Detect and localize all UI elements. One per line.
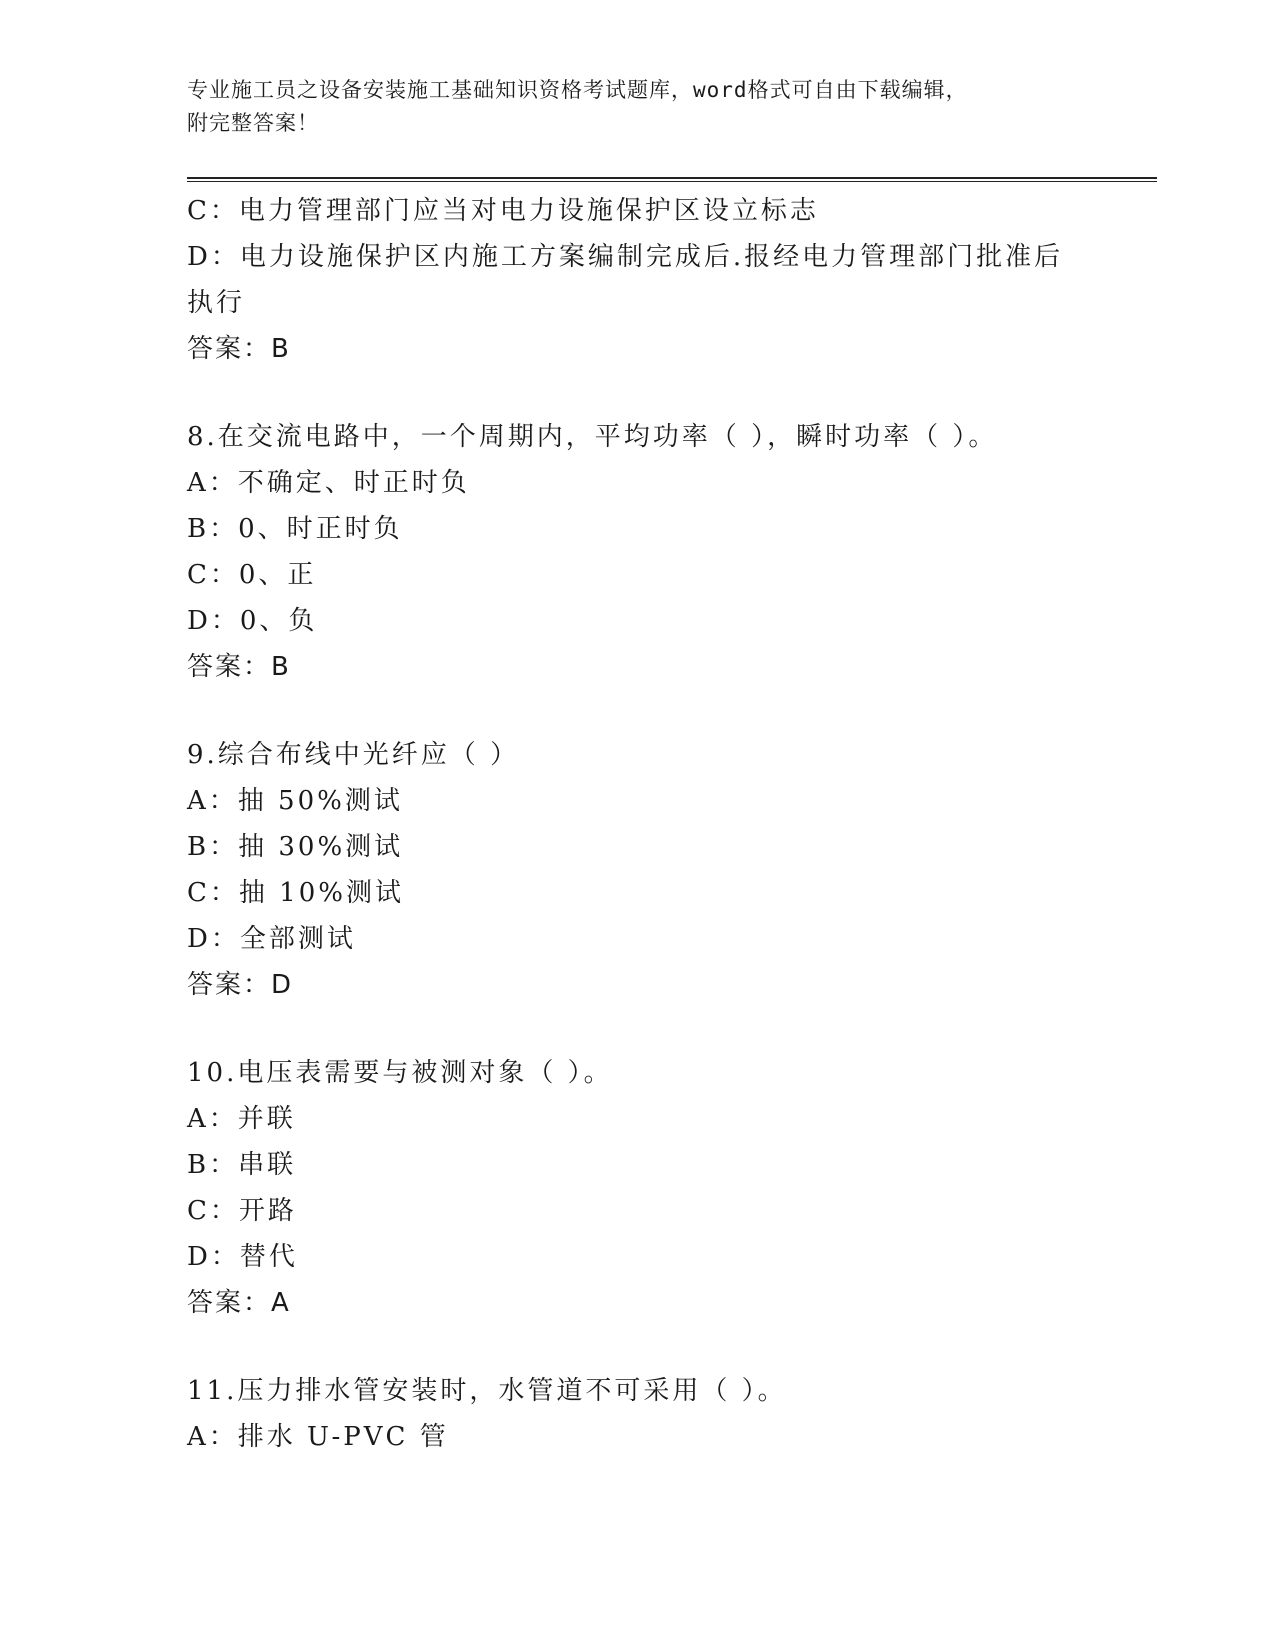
option-a: A：抽 50%测试 [187,786,403,816]
answer: 答案：B [187,334,291,364]
option-a: A：并联 [187,1104,296,1134]
answer: 答案：B [187,652,291,682]
option-d-continued: 执行 [187,288,246,318]
question-10 [187,1050,1087,1326]
answer: 答案：A [187,1288,291,1318]
question-stem: 9.综合布线中光纤应（ ） [187,740,520,770]
option-c: C：0、正 [187,560,317,590]
option-c: C：电力管理部门应当对电力设施保护区设立标志 [187,196,819,226]
option-c: C：抽 10%测试 [187,878,404,908]
question-list [187,188,1087,1460]
option-d: D：替代 [187,1242,298,1272]
question-stem: 8.在交流电路中，一个周期内，平均功率（ ），瞬时功率（ ）。 [187,422,998,452]
option-b: B：0、时正时负 [187,514,403,544]
option-b: B：抽 30%测试 [187,832,404,862]
header-line-1: 专业施工员之设备安装施工基础知识资格考试题库，word格式可自由下载编辑， [187,78,968,102]
question-stem: 10.电压表需要与被测对象（ ）。 [187,1058,613,1088]
question-11 [187,1368,1087,1460]
question-7-continued [187,188,1087,372]
option-b: B：串联 [187,1150,297,1180]
header-line-2: 附完整答案！ [187,111,319,135]
header-divider [187,177,1157,182]
document-header [187,74,1067,140]
option-d: D：全部测试 [187,924,356,954]
option-c: C：开路 [187,1196,297,1226]
question-9 [187,732,1087,1008]
question-8 [187,414,1087,690]
option-d: D：0、负 [187,606,318,636]
option-a: A：排水 U-PVC 管 [187,1422,449,1452]
question-stem: 11.压力排水管安装时，水管道不可采用（ ）。 [187,1376,787,1406]
answer: 答案：D [187,970,294,1000]
option-a: A：不确定、时正时负 [187,468,470,498]
option-d: D：电力设施保护区内施工方案编制完成后.报经电力管理部门批准后 [187,242,1064,272]
